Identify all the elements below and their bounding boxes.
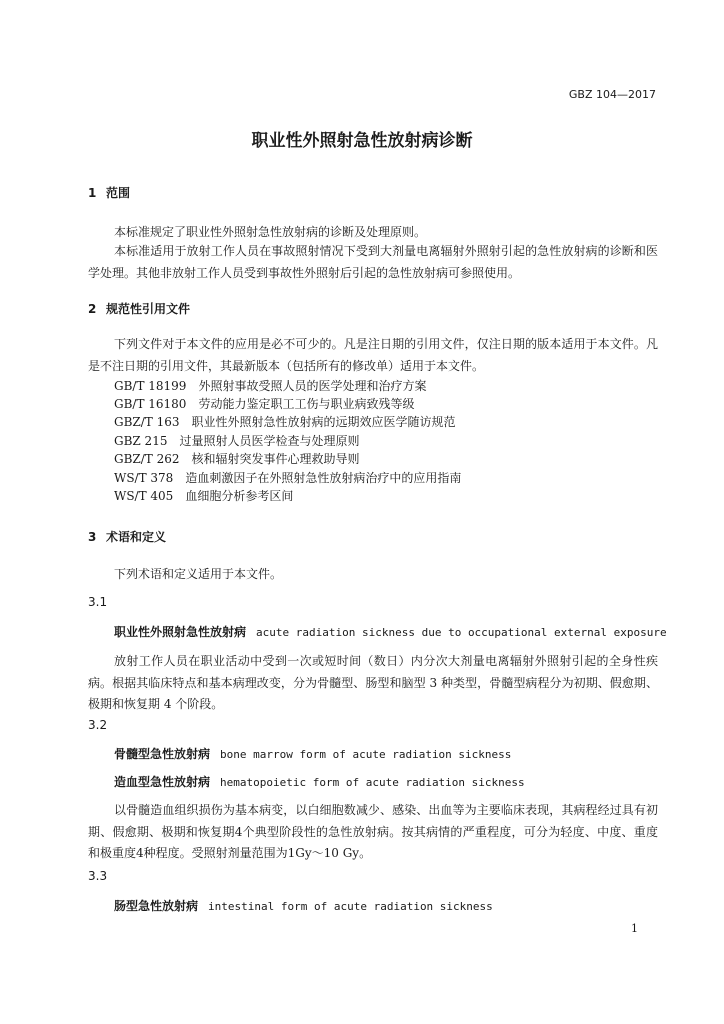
reference-code: GB/T 16180 bbox=[114, 397, 187, 411]
reference-item bbox=[114, 469, 461, 486]
section-title: 术语和定义 bbox=[106, 530, 167, 544]
reference-code: GBZ/T 262 bbox=[114, 452, 180, 466]
term-number: 3.3 bbox=[88, 869, 108, 883]
reference-title: 职业性外照射急性放射病的远期效应医学随访规范 bbox=[191, 415, 456, 429]
paragraph: 本标准规定了职业性外照射急性放射病的诊断及处理原则。 bbox=[114, 225, 427, 239]
reference-item bbox=[114, 487, 293, 504]
paragraph: 下列术语和定义适用于本文件。 bbox=[114, 567, 283, 581]
term-definition: 以骨髓造血组织损伤为基本病变，以白细胞数减少、感染、出血等为主要临床表现，其病程经过具有初期、假愈期、极期和恢复期4个典型阶段性的急性放射病。按其病情的严重程度，可分为轻度、中度、重度和极重度4种程度。受照射剂量范围为1Gy～10 Gy。 bbox=[88, 803, 658, 860]
reference-title: 核和辐射突发事件心理救助导则 bbox=[191, 452, 360, 466]
term-number: 3.1 bbox=[88, 595, 108, 609]
reference-title: 外照射事故受照人员的医学处理和治疗方案 bbox=[198, 379, 427, 393]
paragraph: 下列文件对于本文件的应用是必不可少的。凡是注日期的引用文件，仅注日期的版本适用于本文件。凡是不注日期的引用文件，其最新版本（包括所有的修改单）适用于本文件。 bbox=[88, 337, 658, 373]
term-entry bbox=[114, 897, 493, 914]
document-title: 职业性外照射急性放射病诊断 bbox=[251, 131, 473, 151]
reference-title: 过量照射人员医学检查与处理原则 bbox=[179, 434, 360, 448]
term-cn: 肠型急性放射病 bbox=[114, 899, 199, 913]
reference-title: 血细胞分析参考区间 bbox=[185, 489, 294, 503]
standard-code: GBZ 104—2017 bbox=[568, 88, 656, 101]
reference-title: 劳动能力鉴定职工工伤与职业病致残等级 bbox=[198, 397, 415, 411]
term-definition: 放射工作人员在职业活动中受到一次或短时间（数日）内分次大剂量电离辐射外照射引起的全身性疾病。根据其临床特点和基本病理改变，分为骨髓型、肠型和脑型 3 种类型，骨髓型病程分为初期、假愈期、极期和恢复期 4 个阶段。 bbox=[88, 654, 658, 711]
reference-code: GBZ 215 bbox=[114, 434, 168, 448]
term-entry bbox=[114, 745, 511, 762]
term-entry bbox=[114, 623, 667, 640]
term-cn-alt: 造血型急性放射病 bbox=[114, 775, 211, 789]
section-number: 2 bbox=[88, 302, 97, 316]
section-1-heading bbox=[88, 184, 130, 201]
section-number: 1 bbox=[88, 186, 97, 200]
paragraph: 本标准适用于放射工作人员在事故照射情况下受到大剂量电离辐射外照射引起的急性放射病的诊断和医学处理。其他非放射工作人员受到事故性外照射后引起的急性放射病可参照使用。 bbox=[88, 244, 658, 280]
term-en: intestinal form of acute radiation sickness bbox=[208, 900, 493, 913]
reference-item bbox=[114, 450, 360, 467]
reference-code: WS/T 405 bbox=[114, 489, 174, 503]
reference-title: 造血刺激因子在外照射急性放射病治疗中的应用指南 bbox=[185, 471, 462, 485]
section-title: 规范性引用文件 bbox=[106, 302, 191, 316]
reference-item bbox=[114, 432, 360, 449]
section-2-heading bbox=[88, 300, 190, 317]
term-en: bone marrow form of acute radiation sickness bbox=[220, 748, 512, 761]
section-number: 3 bbox=[88, 530, 97, 544]
reference-item bbox=[114, 413, 456, 430]
reference-code: WS/T 378 bbox=[114, 471, 174, 485]
term-number: 3.2 bbox=[88, 718, 108, 732]
page-number: 1 bbox=[631, 922, 638, 935]
term-en: acute radiation sickness due to occupational external exposure bbox=[256, 626, 667, 639]
reference-code: GB/T 18199 bbox=[114, 379, 187, 393]
reference-item bbox=[114, 377, 426, 394]
reference-code: GBZ/T 163 bbox=[114, 415, 180, 429]
term-cn: 骨髓型急性放射病 bbox=[114, 747, 211, 761]
term-en-alt: hematopoietic form of acute radiation sickness bbox=[220, 776, 525, 789]
section-title: 范围 bbox=[106, 186, 131, 200]
term-entry-alt bbox=[114, 773, 525, 790]
section-3-heading bbox=[88, 528, 166, 545]
term-cn: 职业性外照射急性放射病 bbox=[114, 625, 247, 639]
reference-item bbox=[114, 395, 414, 412]
